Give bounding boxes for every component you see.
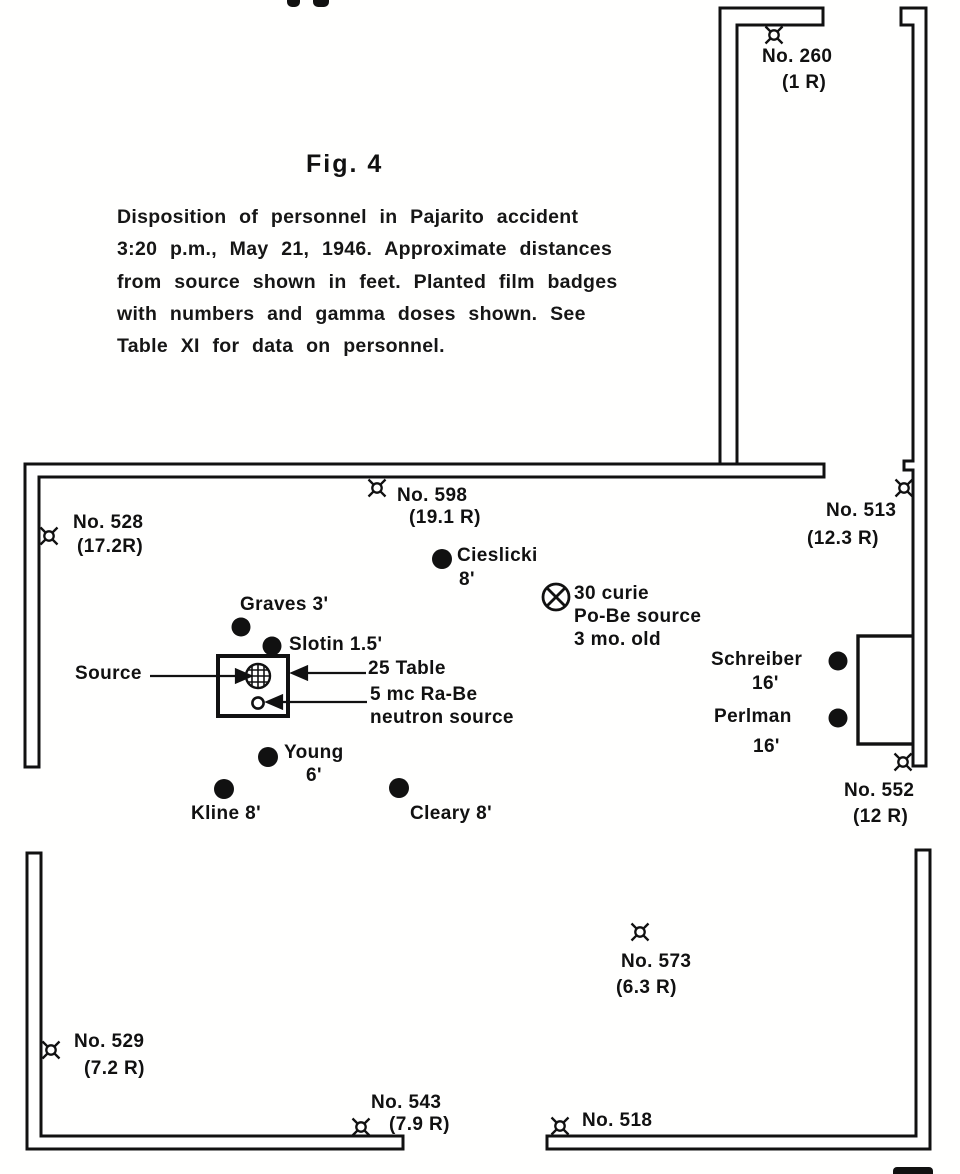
- badge-518-number: No. 518: [582, 1110, 653, 1131]
- table-arrow: [292, 667, 366, 680]
- rabe-label-line1: 5 mc Ra-Be: [370, 684, 478, 705]
- film-badge-529-icon: [43, 1042, 60, 1059]
- badge-598-dose: (19.1 R): [409, 507, 481, 528]
- badge-552-number: No. 552: [844, 780, 915, 801]
- pobe-label-line3: 3 mo. old: [574, 629, 661, 650]
- young-label: Young: [284, 742, 344, 763]
- graves-dot: [232, 618, 251, 637]
- perlman-dot: [829, 709, 848, 728]
- scan-artifact: [287, 0, 300, 7]
- film-badge-528-icon: [41, 528, 58, 545]
- slotin-label: Slotin 1.5': [289, 634, 383, 655]
- badge-260-number: No. 260: [762, 46, 833, 67]
- badge-543-number: No. 543: [371, 1092, 442, 1113]
- cieslicki-dot: [432, 549, 452, 569]
- perlman-label: Perlman: [714, 706, 792, 727]
- scan-artifact: [313, 0, 329, 7]
- source-label: Source: [75, 663, 142, 684]
- schreiber-label: Schreiber: [711, 649, 803, 670]
- film-badge-543-icon: [353, 1119, 370, 1136]
- cleary-label: Cleary 8': [410, 803, 493, 824]
- graves-label: Graves 3': [240, 594, 329, 615]
- badge-513-dose: (12.3 R): [807, 528, 879, 549]
- badge-513-number: No. 513: [826, 500, 897, 521]
- badge-529-number: No. 529: [74, 1031, 145, 1052]
- film-badge-513-icon: [896, 480, 913, 497]
- film-badge-573-icon: [632, 924, 649, 941]
- badge-260-dose: (1 R): [782, 72, 827, 93]
- schreiber-distance: 16': [752, 673, 779, 694]
- pobe-label-line2: Po-Be source: [574, 606, 702, 627]
- scan-artifact: [893, 1167, 933, 1174]
- perlman-distance: 16': [753, 736, 780, 757]
- film-badge-552-icon: [895, 754, 912, 771]
- caption-line: Disposition of personnel in Pajarito accident: [117, 206, 579, 228]
- film-badge-598-icon: [369, 480, 386, 497]
- caption-line: from source shown in feet. Planted film badges: [117, 271, 618, 293]
- badge-528-number: No. 528: [73, 512, 144, 533]
- pobe-source-symbol: [543, 584, 569, 610]
- slotin-dot: [263, 637, 282, 656]
- caption-line: Table XI for data on personnel.: [117, 335, 445, 357]
- side-table-box: [858, 636, 914, 744]
- kline-dot: [214, 779, 234, 799]
- rabe-label-line2: neutron source: [370, 707, 514, 728]
- cleary-dot: [389, 778, 409, 798]
- caption-line: with numbers and gamma doses shown. See: [117, 303, 586, 325]
- film-badge-260-icon: [766, 27, 783, 44]
- kline-label: Kline 8': [191, 803, 262, 824]
- badge-573-number: No. 573: [621, 951, 692, 972]
- caption-line: 3:20 p.m., May 21, 1946. Approximate distances: [117, 238, 613, 260]
- badge-528-dose: (17.2R): [77, 536, 144, 557]
- badge-543-dose: (7.9 R): [389, 1114, 450, 1135]
- badge-552-dose: (12 R): [853, 806, 909, 827]
- wall-bottom-right-room: [547, 850, 930, 1149]
- badge-573-dose: (6.3 R): [616, 977, 677, 998]
- badge-529-dose: (7.2 R): [84, 1058, 145, 1079]
- young-distance: 6': [306, 765, 322, 786]
- young-dot: [258, 747, 278, 767]
- table-label: 25 Table: [368, 658, 446, 679]
- badge-598-number: No. 598: [397, 485, 468, 506]
- rabe-source-symbol: [252, 697, 263, 708]
- rabe-arrow: [267, 696, 367, 709]
- wall-bottom-left-room: [27, 853, 403, 1149]
- pobe-label-line1: 30 curie: [574, 583, 650, 604]
- cieslicki-distance: 8': [459, 569, 475, 590]
- cieslicki-label: Cieslicki: [457, 545, 538, 566]
- figure-title: Fig. 4: [306, 150, 384, 178]
- source-arrow: [150, 670, 251, 683]
- schreiber-dot: [829, 652, 848, 671]
- film-badge-518-icon: [552, 1118, 569, 1135]
